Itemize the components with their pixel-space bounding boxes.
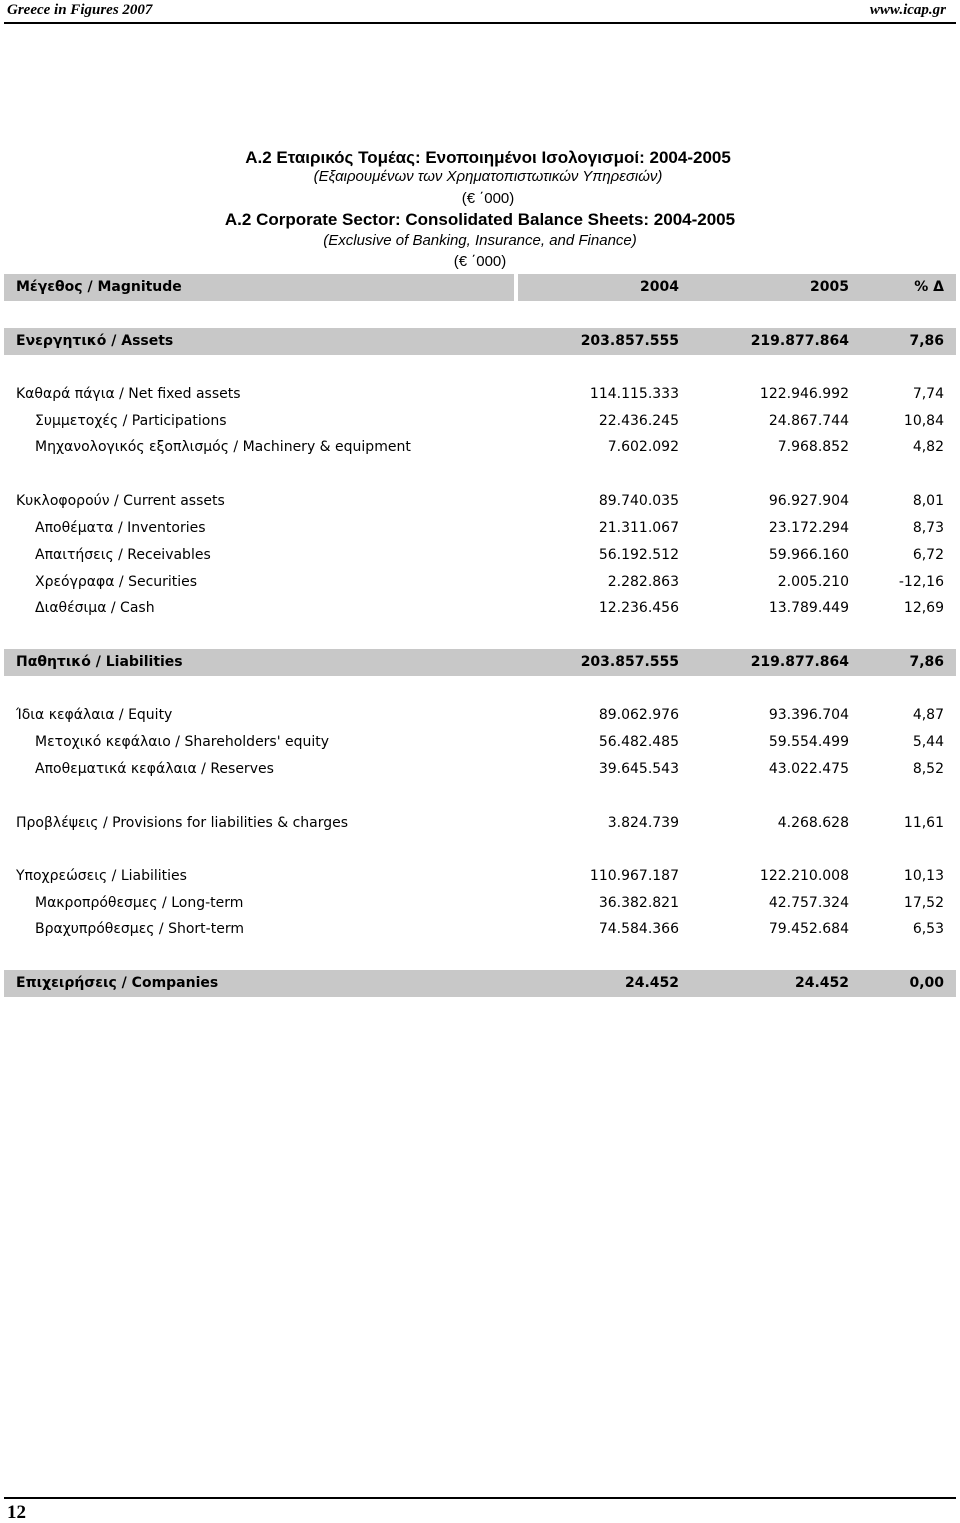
value-2005: 4.268.628 <box>777 815 849 831</box>
value-2005: 42.757.324 <box>768 895 849 911</box>
value-pct: 0,00 <box>909 975 944 991</box>
table-row <box>4 434 956 461</box>
value-2004: 56.482.485 <box>598 734 679 750</box>
value-2004: 114.115.333 <box>589 386 679 402</box>
table-row <box>4 542 956 569</box>
table-row <box>4 649 956 676</box>
publication-title: Greece in Figures 2007 <box>7 2 153 18</box>
value-2005: 219.877.864 <box>750 333 849 349</box>
row-label: Προβλέψεις / Provisions for liabilities & charges <box>16 815 349 831</box>
value-pct: 4,87 <box>912 707 944 723</box>
header-pct-change: % Δ <box>914 279 944 295</box>
row-label: Μηχανολογικός εξοπλισμός / Machinery & equipment <box>35 439 411 455</box>
value-2004: 7.602.092 <box>607 439 679 455</box>
table-row <box>4 702 956 729</box>
value-2005: 23.172.294 <box>768 520 849 536</box>
header-2004: 2004 <box>640 279 679 295</box>
value-2004: 56.192.512 <box>598 547 679 563</box>
row-label: Μετοχικό κεφάλαιο / Shareholders' equity <box>35 734 330 750</box>
table-row <box>4 890 956 917</box>
greek-title: A.2 Εταιρικός Τομέας: Ενοποιημένοι Ισολογισμοί: 2004-2005 <box>245 148 731 167</box>
greek-unit: (€ ΄000) <box>461 190 515 207</box>
header-magnitude: Μέγεθος / Magnitude <box>16 279 182 295</box>
row-label: Παθητικό / Liabilities <box>16 654 183 670</box>
value-pct: 10,13 <box>903 868 944 884</box>
value-2004: 12.236.456 <box>598 600 679 616</box>
row-label: Αποθέματα / Inventories <box>35 520 206 536</box>
table-row <box>4 863 956 890</box>
value-pct: 6,72 <box>912 547 944 563</box>
value-pct: 8,01 <box>912 493 944 509</box>
value-2004: 89.740.035 <box>598 493 679 509</box>
row-label: Ενεργητικό / Assets <box>16 333 174 349</box>
row-label: Καθαρά πάγια / Net fixed assets <box>16 386 241 402</box>
value-2004: 36.382.821 <box>598 895 679 911</box>
value-pct: 10,84 <box>903 413 944 429</box>
english-subtitle: (Exclusive of Banking, Insurance, and Finance) <box>323 232 637 249</box>
value-2004: 3.824.739 <box>607 815 679 831</box>
value-2005: 59.966.160 <box>768 547 849 563</box>
value-2005: 219.877.864 <box>750 654 849 670</box>
header-2005: 2005 <box>810 279 849 295</box>
value-2005: 96.927.904 <box>768 493 849 509</box>
value-2005: 79.452.684 <box>768 921 849 937</box>
page-header <box>0 0 960 22</box>
value-2004: 21.311.067 <box>598 520 679 536</box>
row-label: Διαθέσιμα / Cash <box>35 600 155 616</box>
value-2004: 74.584.366 <box>598 921 679 937</box>
value-pct: 6,53 <box>912 921 944 937</box>
table-row <box>4 488 956 515</box>
value-2004: 203.857.555 <box>580 654 679 670</box>
row-label: Ίδια κεφάλαια / Equity <box>16 707 173 723</box>
header-divider <box>4 22 956 24</box>
value-2005: 13.789.449 <box>768 600 849 616</box>
greek-subtitle: (Εξαιρουμένων των Χρηματοπιστωτικών Υπηρεσιών) <box>313 168 663 185</box>
row-label: Μακροπρόθεσμες / Long-term <box>35 895 244 911</box>
value-pct: 4,82 <box>912 439 944 455</box>
table-row <box>4 756 956 783</box>
table-row <box>4 970 956 997</box>
row-label: Αποθεματικά κεφάλαια / Reserves <box>35 761 274 777</box>
row-label: Κυκλοφορούν / Current assets <box>16 493 225 509</box>
table-row <box>4 328 956 355</box>
value-2004: 110.967.187 <box>589 868 679 884</box>
value-2005: 93.396.704 <box>768 707 849 723</box>
english-unit: (€ ΄000) <box>453 253 507 270</box>
row-label: Υποχρεώσεις / Liabilities <box>16 868 187 884</box>
value-2004: 89.062.976 <box>598 707 679 723</box>
website-link[interactable]: www.icap.gr <box>869 2 946 18</box>
table-row <box>4 381 956 408</box>
table-row <box>4 569 956 596</box>
row-label: Απαιτήσεις / Receivables <box>35 547 211 563</box>
value-2005: 122.210.008 <box>759 868 849 884</box>
row-label: Χρεόγραφα / Securities <box>35 574 198 590</box>
value-2005: 59.554.499 <box>768 734 849 750</box>
page-number: 12 <box>7 1502 26 1523</box>
table-row <box>4 595 956 622</box>
value-2004: 203.857.555 <box>580 333 679 349</box>
value-pct: -12,16 <box>898 574 944 590</box>
row-label: Συμμετοχές / Participations <box>35 413 227 429</box>
value-2004: 22.436.245 <box>598 413 679 429</box>
value-2004: 24.452 <box>624 975 679 991</box>
row-label: Βραχυπρόθεσμες / Short-term <box>35 921 244 937</box>
table-header-row <box>4 274 956 301</box>
value-pct: 11,61 <box>903 815 944 831</box>
value-2004: 39.645.543 <box>598 761 679 777</box>
table-row <box>4 916 956 943</box>
value-pct: 8,73 <box>912 520 944 536</box>
row-label: Επιχειρήσεις / Companies <box>16 975 219 991</box>
value-pct: 5,44 <box>912 734 944 750</box>
value-2005: 24.867.744 <box>768 413 849 429</box>
footer-divider <box>4 1497 956 1499</box>
value-2005: 7.968.852 <box>777 439 849 455</box>
table-row <box>4 408 956 435</box>
value-2005: 122.946.992 <box>759 386 849 402</box>
table-row <box>4 729 956 756</box>
value-2005: 2.005.210 <box>777 574 849 590</box>
value-pct: 8,52 <box>912 761 944 777</box>
value-pct: 7,86 <box>909 333 944 349</box>
value-2005: 24.452 <box>794 975 849 991</box>
value-pct: 17,52 <box>903 895 944 911</box>
value-2005: 43.022.475 <box>768 761 849 777</box>
table-row <box>4 515 956 542</box>
table-row <box>4 810 956 837</box>
value-pct: 7,86 <box>909 654 944 670</box>
value-2004: 2.282.863 <box>607 574 679 590</box>
english-title: A.2 Corporate Sector: Consolidated Balance Sheets: 2004-2005 <box>224 210 736 229</box>
value-pct: 7,74 <box>912 386 944 402</box>
value-pct: 12,69 <box>903 600 944 616</box>
